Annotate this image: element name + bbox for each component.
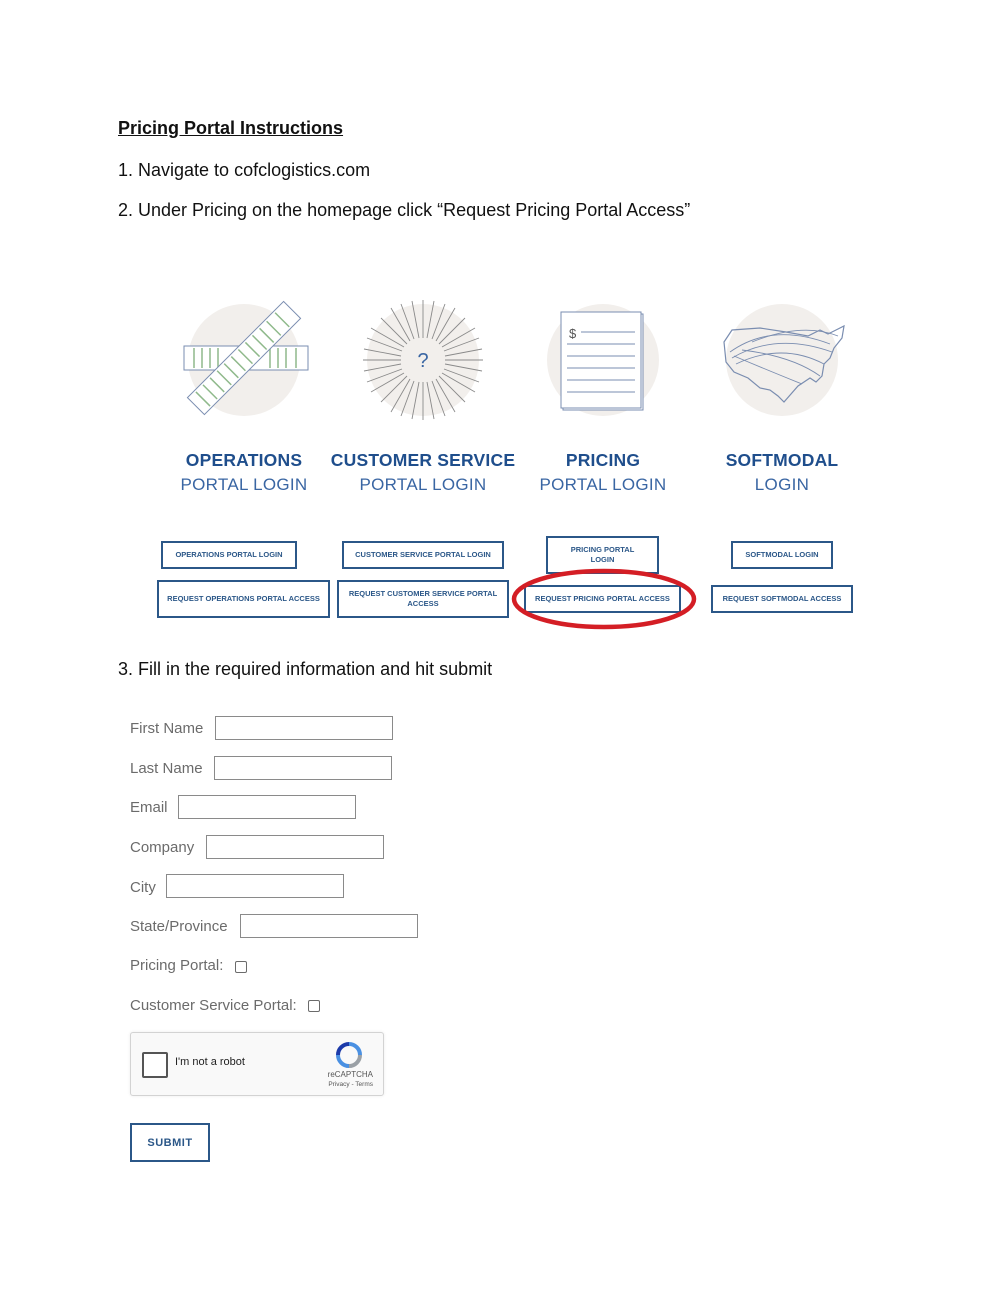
portal-heading: SOFTMODAL — [725, 450, 839, 470]
softmodal-portal-column — [682, 292, 882, 495]
operations-portal-column — [144, 292, 344, 495]
recaptcha-widget — [130, 1032, 384, 1096]
state-province-label: State/Province — [130, 918, 228, 935]
customer-service-portal-checkbox[interactable] — [308, 1000, 320, 1012]
recaptcha-checkbox[interactable] — [142, 1052, 168, 1078]
submit-button[interactable]: SUBMIT — [130, 1123, 210, 1162]
portal-subheading: LOGIN — [754, 475, 810, 494]
step-3: 3. Fill in the required information and hit submit — [118, 659, 493, 679]
portal-heading: OPERATIONS — [185, 450, 303, 470]
company-label: Company — [130, 839, 195, 856]
last-name-label: Last Name — [130, 760, 203, 777]
customer-service-question-icon — [353, 292, 493, 422]
customer-service-portal-login-button[interactable]: CUSTOMER SERVICE PORTAL LOGIN — [342, 541, 504, 569]
email-input[interactable] — [178, 795, 356, 819]
recaptcha-label: I'm not a robot — [175, 1056, 245, 1068]
email-label: Email — [130, 799, 168, 816]
svg-text:?: ? — [417, 350, 429, 372]
softmodal-login-button[interactable]: SOFTMODAL LOGIN — [731, 541, 833, 569]
portal-subheading: PORTAL LOGIN — [359, 475, 487, 494]
pricing-portal-checkbox-label: Pricing Portal: — [130, 957, 224, 974]
us-map-icon — [712, 292, 852, 422]
customer-service-portal-checkbox-label: Customer Service Portal: — [130, 997, 297, 1014]
request-pricing-portal-access-button[interactable]: REQUEST PRICING PORTAL ACCESS — [524, 585, 681, 613]
portal-heading: PRICING — [565, 450, 641, 470]
request-customer-service-portal-access-button[interactable]: REQUEST CUSTOMER SERVICE PORTAL ACCESS — [337, 580, 509, 618]
pricing-document-icon — [533, 292, 673, 422]
operations-portal-login-button[interactable]: OPERATIONS PORTAL LOGIN — [161, 541, 297, 569]
highlight-circle — [508, 566, 702, 632]
portal-subheading: PORTAL LOGIN — [539, 475, 667, 494]
pricing-portal-checkbox[interactable] — [235, 961, 247, 973]
document-title: Pricing Portal Instructions — [118, 118, 344, 138]
request-operations-portal-access-button[interactable]: REQUEST OPERATIONS PORTAL ACCESS — [157, 580, 330, 618]
pricing-portal-login-button[interactable]: PRICING PORTAL LOGIN — [546, 536, 659, 574]
dollar-sign-glyph: $ — [569, 326, 577, 341]
recaptcha-logo-icon — [335, 1041, 363, 1069]
operations-barcode-icon — [174, 292, 314, 422]
customer-service-portal-column — [323, 292, 523, 495]
step-1: 1. Navigate to cofclogistics.com — [118, 160, 371, 180]
first-name-input[interactable] — [215, 716, 393, 740]
recaptcha-brand: reCAPTCHA — [327, 1070, 373, 1079]
pricing-portal-column — [503, 292, 703, 495]
state-province-input[interactable] — [240, 914, 418, 938]
recaptcha-terms-link[interactable]: Privacy - Terms — [328, 1081, 373, 1088]
request-softmodal-access-button[interactable]: REQUEST SOFTMODAL ACCESS — [711, 585, 853, 613]
company-input[interactable] — [206, 835, 384, 859]
portal-subheading: PORTAL LOGIN — [180, 475, 308, 494]
portal-heading: CUSTOMER SERVICE — [330, 450, 516, 470]
city-input[interactable] — [166, 874, 344, 898]
step-2: 2. Under Pricing on the homepage click “Request Pricing Portal Access” — [118, 200, 691, 220]
city-label: City — [130, 879, 156, 896]
first-name-label: First Name — [130, 720, 204, 737]
last-name-input[interactable] — [214, 756, 392, 780]
